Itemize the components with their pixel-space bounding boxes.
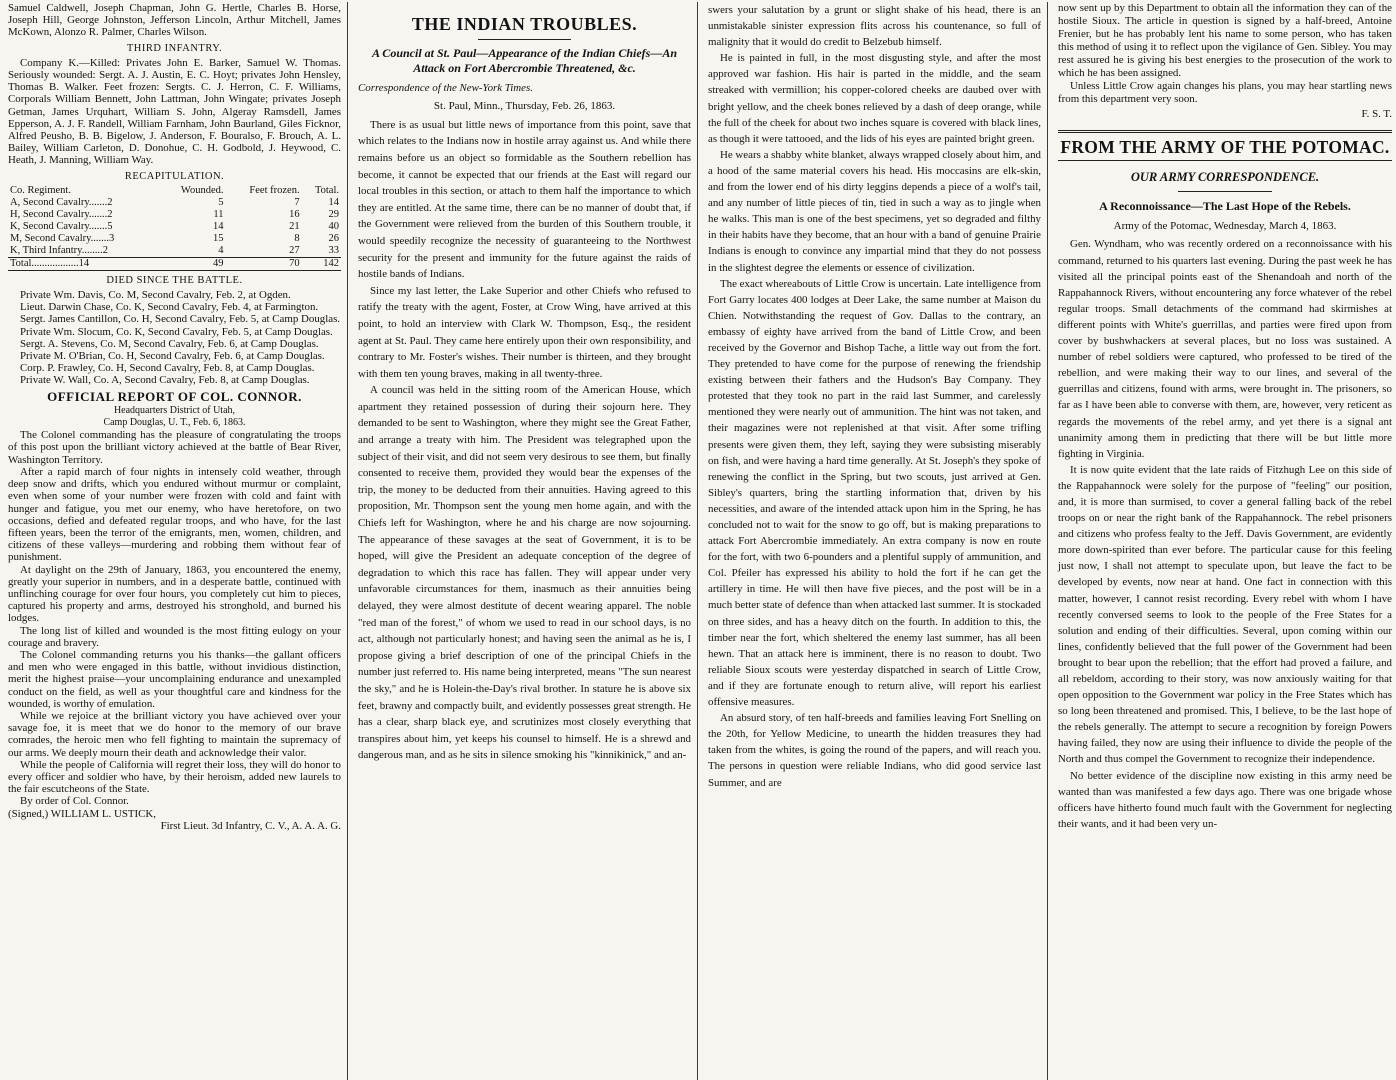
- died-entry: Private Wm. Slocum, Co. K, Second Cavalry, Feb. 5, at Camp Douglas.: [20, 325, 333, 338]
- recap-row: H, Second Cavalry.......2 11 16 29: [10, 208, 339, 220]
- correspondence-line: Correspondence of the New-York Times.: [358, 81, 533, 94]
- hq-line-1: Headquarters District of Utah,: [113, 404, 236, 416]
- died-entry: Sergt. A. Stevens, Co. M, Second Cavalry, Feb. 6, at Camp Douglas.: [20, 337, 319, 350]
- report-paragraph: While the people of California will regret their loss, they will do honor to every officer and soldier who have, by their heroism, added new laurels to the fair escutcheons of the State.: [8, 758, 341, 796]
- article-paragraph: A council was held in the sitting room of the American House, which apartment they retained possession of during their sojourn here. They demanded to be sent to Washington, where they might see the Great Father, and arrange a treaty with him. The President was telegraphed upon the subject of their visit, and did not seem very desirous to see them, but finally consented to receive them, provided they would bear the expenses of the trip, the money to be deducted from their annuities. Having agreed to this proposition, Mr. Thompson sent the young men home again, and with the Chiefs left for Washington, where he and his charge are now sojourning. The appearance of these savages at the seat of Government, it is to be hoped, will give the President an adequate conception of the degree of degradation to which this race has fallen. They will appear under very unfavorable circumstances for them, inasmuch as their annuities being delayed, they were almost destitute of decent wearing apparel. The noble "red man of the forest," of whom we used to read in our school days, is no act, although not particularly honest; and having seen the animal as he is, I propose giving a brief description of one of the principal Chiefs in the number just referred to. His name being interpreted, means "The sun nearest the sky," and he is Holein-the-Day's rival brother. In stature he is above six feet, brawny and compactly built, and evidently possesses great strength. He has a clear, sharp black eye, and scrutinizes most closely everything that transpires about him, yet keeps his counsel to himself. He is a shrewd and dangerous man, and as he sits in silence smoking his "kinnikinick," and an-: [358, 384, 691, 762]
- order-line: By order of Col. Connor.: [20, 795, 129, 808]
- recap-row: M, Second Cavalry.......3 15 8 26: [10, 232, 339, 244]
- article-paragraph: Since my last letter, the Lake Superior and other Chiefs who refused to ratify the treaty with the agent, Foster, at Crow Wing, have arrived at this point, to hold an interview with Clark W. Thompson, Esq., the resident agent at St. Paul. They came here entirely upon their own responsibility, and contrary to Mr. Foster's wishes. Their number is thirteen, and they brought with them ten young braves, making in all twenty-three.: [358, 284, 691, 380]
- indian-troubles-subhead: A Council at St. Paul—Appearance of the Indian Chiefs—An Attack on Fort Abercrombie Threatened, &c.: [371, 45, 678, 75]
- article-paragraph: now sent up by this Department to obtain all the information they can of the hostile Sioux. The article in question is signed by a half-breed, Antoine Frenier, but he has probably lent his name to some person, who has taken this method of using it to reflect upon the vigilance of Gen. Sibley. You may rest assured he is giving his best energies to the prosecution of the work to which he has been assigned.: [1058, 2, 1392, 79]
- report-paragraph: While we rejoice at the brilliant victory you have achieved over your savage foe, it is meet that we do honor to the memory of our brave comrades, the heroic men who fell fighting to maintain the supremacy of our arms. We deeply mourn their death and acknowledge their valor.: [8, 709, 341, 759]
- article-paragraph: No better evidence of the discipline now existing in this army need be wanted than was manifested a few days ago. There was one brigade whose officers have hitherto found much fault with the Government for neglecting their wants, and it had been very un-: [1058, 769, 1392, 830]
- article-paragraph: He is painted in full, in the most disgusting style, and after the most approved war fashion. His hair is parted in the middle, and the seam streaked with vermillion; his copper-colored cheeks are daubed over with bright yellow, and the cheek bones relieved by a dash of deep orange, while the full of the cheek for about two inches square is covered with black lines, as though it were tattooed, and the lids of his eyes are painted bright green.: [708, 52, 1041, 145]
- recap-header-row: Co. Regiment. Wounded. Feet frozen. Total.: [10, 184, 339, 196]
- article-paragraph: It is now quite evident that the late raids of Fitzhugh Lee on this side of the Rappahannock were solely for the purpose of "feeling" our position, and, it is more than surmised, to cover a general falling back of the rebel troops on or near the right bank of the Rappahannock. The rebel prisoners and citizens who profess fealty to the Jeff. Davis Government, are evidently more down-spirited than ever before. The particular cause for this feeling just now, I shall not attempt to speculate upon, but leave the fact to be developed by events, now near at hand. One fact in connection with this matter, however, I cannot resist recording. Every rebel with whom I have recently conversed seems to look to the people of the Free States for a solution and ending of their difficulties. Several, upon coming within our lines, confidently believed that the full power of the Government had been brought to bear upon the rebellion; that the effort had proved a failure, and all rebeldom, according to their story, was now anxiously waiting for that open opposition to the Government war policy in the Free States which has so long been threatened and promised. This, I believe, to be the last hope of the rebels generally. The attempt to secure a recognition by foreign Powers having failed, they now are using their influence to divide the people of the North and thus compel the Government to recognize their independence.: [1058, 463, 1392, 766]
- died-heading: DIED SINCE THE BATTLE.: [106, 274, 243, 286]
- dateline: St. Paul, Minn., Thursday, Feb. 26, 1863.: [433, 100, 616, 113]
- recapitulation-heading: RECAPITULATION.: [124, 170, 225, 182]
- article-paragraph: He wears a shabby white blanket, always wrapped closely about him, and a hood of the same material covers his head. His moccasins are elk-skin, and from the lower end of his dirty leggins depends a piece of a wolf's tail, and any number of little pieces of tin, tied in such a way as to jingle when he walks. This man is one of the best specimens, yet so degraded and filthy in their habits have they become, that an hour with a band of genuine Prairie Indians is enough to convince any impartial mind that they do not possess in the slightest degree the elements or essence of civilization.: [708, 148, 1041, 274]
- signature: F. S. T.: [1361, 108, 1392, 120]
- article-paragraph: There is as usual but little news of importance from this point, save that which relates to the Indians now in hostile array against us. And while there remains before us an object so formidable as the Southern rebellion has become, it cannot be expected that our friends at the East will regard our local troubles in this section, or attach to them half the importance to which they are entitled. At the same time, there can be no manner of doubt that, if the Government were relieved from the burden of this Southern trouble, it would speedily recognize the necessity of guaranteeing to the Northwest security for the present and immunity for the future against the raids of hostile bands of Indians.: [358, 118, 691, 281]
- recapitulation-table: [8, 185, 341, 271]
- signed-line: (Signed,) WILLIAM L. USTICK,: [8, 807, 157, 820]
- dateline: Army of the Potomac, Wednesday, March 4, 1863.: [1113, 220, 1337, 233]
- column-3: [702, 2, 1048, 1080]
- recap-row: A, Second Cavalry.......2 5 7 14: [10, 196, 339, 208]
- column-4: [1052, 2, 1396, 1080]
- reconnoissance-subhead: A Reconnoissance—The Last Hope of the Rebels.: [1099, 199, 1351, 214]
- recap-row: K, Second Cavalry.......5 14 21 40: [10, 220, 339, 232]
- died-entry: Private M. O'Brian, Co. H, Second Cavalry, Feb. 6, at Camp Douglas.: [20, 350, 325, 363]
- report-paragraph: The long list of killed and wounded is the most fitting eulogy on your courage and bravery.: [8, 624, 341, 649]
- potomac-headline: FROM THE ARMY OF THE POTOMAC.: [1058, 130, 1392, 161]
- report-paragraph: The Colonel commanding has the pleasure of congratulating the troops of this post upon the brilliant victory achieved at the battle of Bear River, Washington Territory.: [8, 429, 341, 466]
- official-report-heading: OFFICIAL REPORT OF COL. CONNOR.: [47, 388, 302, 404]
- died-entry: Private W. Wall, Co. A, Second Cavalry, Feb. 8, at Camp Douglas.: [20, 374, 310, 387]
- divider: [478, 39, 571, 40]
- died-entry: Private Wm. Davis, Co. M, Second Cavalry, Feb. 2, at Ogden.: [20, 289, 291, 302]
- article-paragraph: Gen. Wyndham, who was recently ordered on a reconnoissance with his command, returned to his quarters last evening. During the past week he has visited all the principal points east of the Shenandoah and north of the Rappahannock Rivers, without encountering any force whatever of the rebel regular troops. Small detachments of the command had skirmishes at different points with White's guerrillas, and parties were fired upon from cover by bushwhackers at several places, but no loss was sustained. A number of rebel soldiers were captured, who professed to be tired of the rebellion, and were making their way to our lines, and several of the guerrillas and citizens, found with arms, were brought in. The prisoners, so far as I have been able to converse with them, are, however, very reticent as regards the movements of the rebel army, and yet there is a signal ant unanimity among them in predicting that there will be but little more fighting in Virginia.: [1058, 238, 1392, 460]
- died-entry: Lieut. Darwin Chase, Co. K, Second Cavalry, Feb. 4, at Farmington.: [20, 301, 319, 314]
- report-paragraph: The Colonel commanding returns you his thanks—the gallant officers and men who were engaged in this battle, without invidious distinction, merit the highest praise—your uncomplaining endurance and unexampled conduct on the field, as well as your thoughtful care and kindness for the wounded, is worthy of emulation.: [8, 648, 341, 710]
- correspondence-heading: OUR ARMY CORRESPONDENCE.: [1130, 170, 1320, 185]
- article-paragraph: An absurd story, of ten half-breeds and families leaving Fort Snelling on the 20th, for Yellow Medicine, to unearth the hidden treasures they had taken from the whites, is going the round of the papers, and will reach you. The persons in question were reliable Indians, who did good service last Summer, and are: [708, 712, 1041, 789]
- indian-troubles-headline: THE INDIAN TROUBLES.: [411, 14, 638, 34]
- divider: [1178, 191, 1272, 192]
- died-entry: Corp. P. Frawley, Co. H, Second Cavalry, Feb. 8, at Camp Douglas.: [20, 362, 315, 375]
- hq-line-2: Camp Douglas, U. T., Feb. 6, 1863.: [103, 417, 246, 429]
- signed-title: First Lieut. 3d Infantry, C. V., A. A. A. G.: [160, 819, 341, 832]
- recap-total-row: Total..................14 49 70 142: [10, 257, 339, 269]
- report-paragraph: After a rapid march of four nights in intensely cold weather, through deep snow and drifts, which you endured without murmur or complaint, even when some of your number were frozen with cold and faint with hunger and fatigue, you met our enemy, who have heretofore, on two occasions, defied and defeated regular troops, and who have, for the last fifteen years, been the terror of the emigrants, men, women, children, and citizens of these valleys—murdering and robbing them without fear of punishment.: [8, 465, 341, 564]
- third-infantry-heading: THIRD INFANTRY.: [126, 42, 223, 54]
- column-1: [2, 2, 348, 1080]
- died-entry: Sergt. James Cantillon, Co. H, Second Cavalry, Feb. 5, at Camp Douglas.: [20, 313, 341, 326]
- article-paragraph: Unless Little Crow again changes his plans, you may hear startling news from this department very soon.: [1058, 80, 1392, 105]
- recap-row: K, Third Infantry........2 4 27 33: [10, 244, 339, 256]
- column-2: [352, 2, 698, 1080]
- casualty-names: Samuel Caldwell, Joseph Chapman, John G. Hertle, Charles B. Horse, Joseph Hill, George Johnston, Jefferson Lincoln, Arthur Mitchell, James McKown, Alonzo R. Palmer, Charles Wilson.: [8, 2, 341, 39]
- third-infantry-list: Company K.—Killed: Privates John E. Barker, Samuel W. Thomas. Seriously wounded: Sergt. A. J. Austin, E. C. Hoyt; privates John Hensley, Thomas B. Walker. Feet frozen: Sergts. C. J. Herron, C. F. Williams, Corporals William Bennett, John Lattman, John Wingate; privates Joseph Getman, James Urquhart, William S. John, Algeray Ramsdell, James Epperson, A. J. F. Randell, William Farnham, John Baurland, Giles Ficknor, Alfred Peusho, B. B. Bigelow, J. Anderson, F. Bouralso, F. Brouch, A. L. Bailey, William Carleton, D. Donohue, C. H. Godbold, J. Heywood, C. Heath, J. Manning, William Way.: [8, 56, 341, 167]
- report-paragraph: At daylight on the 29th of January, 1863, you encountered the enemy, greatly your superior in numbers, and in a desperate battle, continued with unflinching courage for over four hours, you completely cut him to pieces, captured his property and arms, destroyed his stronghold, and burned his lodges.: [8, 563, 341, 625]
- article-paragraph: swers your salutation by a grunt or slight shake of his head, there is an unmistakable sinister expression flits across his countenance, so full of malignity that it would do credit to Belzebub himself.: [708, 4, 1041, 49]
- article-paragraph: The exact whereabouts of Little Crow is uncertain. Late intelligence from Fort Garry locates 400 lodges at Deer Lake, the same number at Maison du Chien. Notwithstanding the request of Gov. Dallas to the contrary, an embassy of eighty have arrived from the band of Little Crow, and been received by the Governor and Bishop Tache, a little way out from the fort. They pretended to have come for the purpose of renewing the friendship existing between their fathers and the Hudson's Bay Company. They protested that they took no part in the raid last Summer, and carelessly mentioned they were nearly out of ammunition. The hint was not taken, and their magazines were not replenished at that visit. After some trifling presents were given them, they left, saying they were subsisting miserably on fish, and were having a hard time generally. At St. Joseph's they spoke of renewing the conflict in the Spring, but two scouts, just arrived at Gen. Sibley's quarters, bring the startling information that, driven by his necessities, and aware of the intended attack upon him in the Spring, he has concluded not to wait for the snow to go off, but is making preparations to attack Fort Abercrombie immediately. An extra company is now en route for the fort, with two 6-pounders and a plentiful supply of ammunition, and Col. Pfeiler has expressed his ability to hold the fort if he can get the artillery in time. He will then have five pieces, and the post will be in a much better state of defence than when attacked last summer. It is stockaded on three sides, and has a heavy ditch on the fourth. In addition to this, the timber near the fort, which sheltered the enemy last summer, has all been hewn. That an attack here is imminent, there is no reason to doubt. Two reliable Sioux scouts were yesterday dispatched in search of Little Crow, and if they are fortunate enough to return alive, will report his earliest offensive measures.: [708, 277, 1041, 709]
